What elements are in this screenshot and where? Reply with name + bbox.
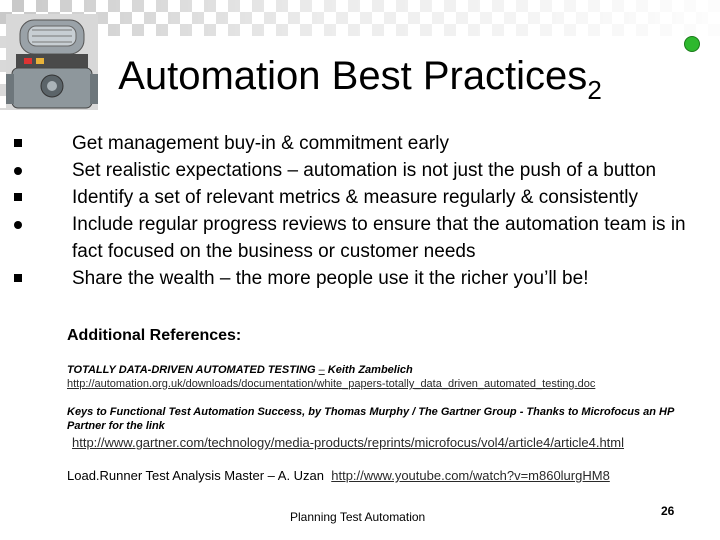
reference-title: TOTALLY DATA-DRIVEN AUTOMATED TESTING	[67, 364, 316, 376]
slide-title	[0, 48, 720, 118]
bullet-list	[56, 130, 696, 292]
bullet-item	[56, 265, 696, 292]
round-bullet-icon	[14, 167, 22, 175]
bullet-text: Identify a set of relevant metrics & measure regularly & consistently	[72, 187, 639, 208]
square-bullet-icon	[14, 274, 22, 282]
footer-text: Planning Test Automation	[290, 510, 426, 524]
reference-link[interactable]: http://www.youtube.com/watch?v=m860lurgHM8	[331, 468, 610, 483]
square-bullet-icon	[14, 193, 22, 201]
reference-author: Keith Zambelich	[327, 364, 413, 376]
reference-item	[67, 469, 610, 483]
reference-link[interactable]: http://www.gartner.com/technology/media-products/reprints/microfocus/vol4/article4/article4.html	[72, 435, 625, 450]
bullet-item	[56, 184, 696, 211]
bullet-item	[56, 157, 696, 184]
slide-number: 26	[661, 504, 675, 518]
reference-link[interactable]: http://automation.org.uk/downloads/documentation/white_papers-totally_data_driven_automated_testing.doc	[67, 378, 596, 390]
bullet-text: Share the wealth – the more people use it the richer you’ll be!	[72, 268, 589, 289]
checkered-header-decoration	[0, 0, 720, 36]
reference-item	[67, 363, 595, 391]
bullet-item	[56, 211, 696, 265]
references-heading: Additional References:	[67, 327, 242, 344]
slide-title-subscript: 2	[587, 75, 602, 105]
reference-item	[67, 405, 707, 450]
bullet-item	[56, 130, 696, 157]
reference-separator: –	[318, 364, 325, 376]
slide-title-text: Automation Best Practices	[118, 54, 588, 98]
reference-title: Keys to Functional Test Automation Success, by Thomas Murphy / The Gartner Group - Thanks to Microfocus an HP Partner for the link	[67, 406, 674, 432]
bullet-text: Set realistic expectations – automation is not just the push of a button	[72, 160, 657, 181]
bullet-text: Include regular progress reviews to ensure that the automation team is in fact focused on the business or customer needs	[72, 214, 686, 262]
reference-title: Load.Runner Test Analysis Master – A. Uzan	[67, 468, 325, 483]
round-bullet-icon	[14, 221, 22, 229]
square-bullet-icon	[14, 139, 22, 147]
bullet-text: Get management buy-in & commitment early	[72, 133, 449, 154]
